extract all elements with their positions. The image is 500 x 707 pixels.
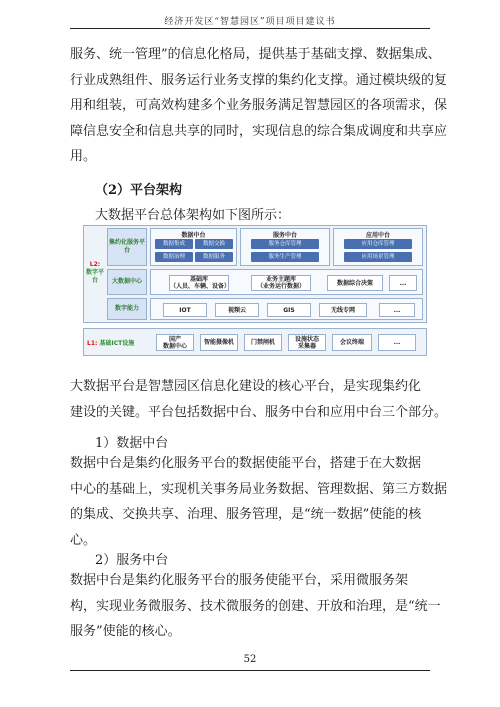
diagram-box: 视频云 (215, 303, 259, 317)
app-platform-group (333, 228, 423, 266)
diagram-box: 数据服务 (195, 252, 233, 262)
diagram-box: GIS (267, 303, 311, 317)
diagram-box: 设施状态 采集器 (288, 334, 326, 351)
diagram-box: 数据综合决策 (327, 275, 383, 291)
text-line: 建设的关键。平台包括数据中台、服务中台和应用中台三个部分。 (70, 404, 448, 420)
diagram-box: 服务仓库管理 (251, 239, 319, 249)
diagram-box: 会议终端 (332, 334, 372, 351)
diagram-box: 数据治理 (155, 252, 193, 262)
paragraph-4 (70, 568, 441, 645)
text-line: 服务”使能的核心。 (70, 624, 181, 639)
diagram-box: ... (379, 303, 415, 317)
text-line: 的集成、交换共享、治理、服务管理，是“统一数据”使能的核 (70, 507, 422, 522)
diagram-box: 无线专网 (319, 303, 367, 317)
text-line: 用和组装，可高效构建多个业务服务满足智慧园区的各项需求，保 (70, 98, 448, 113)
text-line: 用。 (70, 149, 97, 164)
header-rule (70, 28, 430, 29)
architecture-diagram (83, 225, 427, 357)
text-line: 数据中台是集约化服务平台的服务使能平台，采用微服务架 (70, 573, 409, 588)
diagram-intro: 大数据平台总体架构如下图所示： (95, 208, 291, 223)
diagram-box: 服务生产管理 (251, 252, 319, 262)
group-title: 服务中台 (272, 232, 297, 239)
diagram-box: ... (378, 334, 416, 351)
diagram-box: 应用场景管理 (344, 252, 412, 262)
diagram-box: IOT (163, 303, 207, 317)
paragraph-1 (70, 42, 448, 170)
subheading-data-platform: 1）数据中台 (95, 436, 169, 451)
text-line: 构，实现业务微服务、技术微服务的创建、开放和治理，是“统一 (70, 598, 441, 614)
row-label-digital: 数字能力 (107, 298, 147, 320)
diagram-box: 智能摄像机 (200, 334, 238, 351)
l1-layer (83, 328, 427, 356)
l2-label: L2: 数字平台 (86, 261, 105, 284)
diagram-box: 业务主题库 （业务运行数据） (251, 275, 311, 291)
bigdata-row (150, 269, 423, 295)
section-heading: （2）平台架构 (95, 183, 183, 198)
page-header: 经济开发区“智慧园区”项目项目建议书 (164, 17, 336, 27)
text-line: 障信息安全和信息共享的同时，实现信息的综合集成调度和共享应 (70, 123, 448, 139)
digital-capability-row (150, 298, 423, 320)
text-line: 数据中台是集约化服务平台的数据使能平台，搭建于在大数据 (70, 456, 422, 471)
text-line: 大数据平台是智慧园区信息化建设的核心平台，是实现集约化 (70, 379, 422, 394)
group-title: 数据中台 (181, 232, 206, 239)
row-label-intensive: 集约化服务平台 (107, 228, 147, 266)
diagram-box: 国产 数据中心 (156, 334, 194, 351)
diagram-box: ... (389, 275, 417, 291)
data-platform-group (150, 228, 237, 266)
diagram-box: 应用仓库管理 (344, 239, 412, 249)
group-title: 应用中台 (365, 232, 390, 239)
text-line: 心。 (70, 532, 97, 548)
diagram-box: 基础库 （人员、车辆、设备） (170, 276, 231, 290)
row-label-bigdata: 大数据中心 (107, 269, 147, 295)
text-line: 服务、统一管理”的信息化格局，提供基于基础支撑、数据集成、 (70, 47, 441, 62)
page-number: 52 (243, 654, 257, 665)
l1-label: L1: 基础ICT设施 (87, 340, 135, 347)
subheading-service-platform: 2）服务中台 (95, 553, 169, 568)
diagram-box: 门禁闸机 (244, 334, 282, 351)
text-line: 中心的基础上，实现机关事务局业务数据、管理数据、第三方数据 (70, 481, 448, 497)
diagram-box: 数据集成 (155, 239, 193, 249)
paragraph-3 (70, 451, 448, 553)
diagram-box: 数据交换 (195, 239, 233, 249)
text-line: 行业成熟组件、服务运行业务支撑的集约化支撑。通过模块级的复 (70, 72, 448, 88)
service-platform-group (240, 228, 330, 266)
paragraph-2 (70, 374, 448, 425)
footer-rule (70, 670, 430, 671)
